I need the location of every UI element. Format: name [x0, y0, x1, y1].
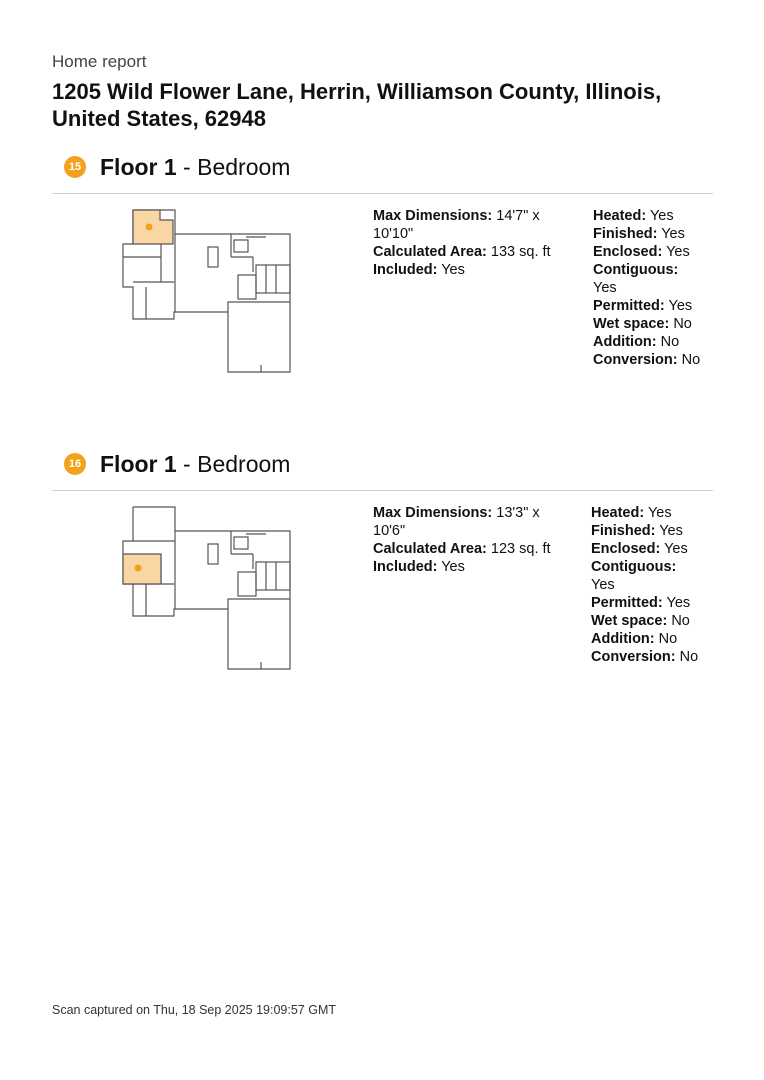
calculated-area — [373, 540, 563, 558]
max-dimensions-label: Max Dimensions: — [373, 208, 493, 224]
room-marker — [146, 224, 153, 231]
section-divider — [52, 193, 713, 194]
room-type: Bedroom — [197, 153, 291, 180]
max-dimensions-value: 14'7" x — [492, 208, 540, 224]
enclosed-value: Yes — [662, 244, 690, 260]
max-dimensions — [373, 207, 563, 225]
contiguous-value: Yes — [593, 280, 617, 296]
section-divider — [52, 490, 713, 491]
property-address: 1205 Wild Flower Lane, Herrin, Williamson County, Illinois, United States, 62948 — [52, 79, 662, 131]
room-header — [64, 449, 290, 479]
highlighted-room — [123, 554, 161, 584]
floor-label: Floor 1 — [100, 450, 177, 477]
permitted-label: Permitted: — [593, 298, 665, 314]
calculated-area — [373, 243, 563, 261]
wet-space-label: Wet space: — [591, 613, 668, 629]
room-number-badge: 15 — [64, 156, 86, 178]
addition-label: Addition: — [593, 334, 657, 350]
permitted-value: Yes — [662, 595, 691, 611]
title-separator: - — [176, 450, 198, 477]
max-dimensions — [373, 504, 563, 522]
max-dimensions-label: Max Dimensions: — [373, 505, 493, 521]
conversion — [593, 351, 713, 369]
enclosed — [591, 540, 711, 558]
wet-space-label: Wet space: — [593, 316, 670, 332]
included — [373, 261, 563, 279]
title-separator: - — [176, 153, 198, 180]
contiguous-label: Contiguous: — [591, 559, 677, 575]
permitted — [591, 594, 711, 612]
included-value: Yes — [437, 262, 465, 278]
contiguous-label: Contiguous: — [593, 262, 679, 278]
permitted — [593, 297, 713, 315]
floor-plan-thumbnail — [116, 504, 296, 674]
conversion — [591, 648, 711, 666]
included — [373, 558, 563, 576]
enclosed-label: Enclosed: — [591, 541, 661, 557]
conversion-value: No — [677, 352, 701, 368]
room-title — [100, 451, 290, 478]
permitted-label: Permitted: — [591, 595, 663, 611]
conversion-label: Conversion: — [593, 352, 678, 368]
room-specs — [373, 207, 563, 279]
addition — [591, 630, 711, 648]
room-attributes — [591, 504, 711, 666]
heated — [591, 504, 711, 522]
report-eyebrow: Home report — [52, 52, 147, 71]
max-dimensions-cont: 10'6" — [373, 523, 406, 539]
permitted-value: Yes — [664, 298, 693, 314]
wet-space — [593, 315, 713, 333]
heated-label: Heated: — [591, 505, 645, 521]
wet-space — [591, 612, 711, 630]
highlighted-room — [133, 210, 173, 244]
room-attributes — [593, 207, 713, 369]
calculated-area-value: 123 sq. ft — [486, 541, 551, 557]
room-marker — [135, 565, 142, 572]
heated-value: Yes — [644, 505, 672, 521]
room-title — [100, 154, 290, 181]
finished-label: Finished: — [591, 523, 656, 539]
addition-value: No — [654, 631, 678, 647]
heated — [593, 207, 713, 225]
room-specs — [373, 504, 563, 576]
floor-plan-thumbnail — [116, 207, 296, 377]
finished-value: Yes — [655, 523, 683, 539]
included-label: Included: — [373, 559, 438, 575]
finished — [593, 225, 713, 243]
enclosed-value: Yes — [660, 541, 688, 557]
finished-label: Finished: — [593, 226, 658, 242]
enclosed-label: Enclosed: — [593, 244, 663, 260]
heated-label: Heated: — [593, 208, 647, 224]
room-number-badge: 16 — [64, 453, 86, 475]
conversion-label: Conversion: — [591, 649, 676, 665]
max-dimensions-cont: 10'10" — [373, 226, 414, 242]
wet-space-value: No — [667, 613, 690, 629]
addition — [593, 333, 713, 351]
floor-label: Floor 1 — [100, 153, 177, 180]
room-header — [64, 152, 290, 182]
included-value: Yes — [437, 559, 465, 575]
included-label: Included: — [373, 262, 438, 278]
room-type: Bedroom — [197, 450, 291, 477]
finished — [591, 522, 711, 540]
addition-label: Addition: — [591, 631, 655, 647]
calculated-area-label: Calculated Area: — [373, 244, 487, 260]
max-dimensions-value: 13'3" x — [492, 505, 540, 521]
conversion-value: No — [675, 649, 699, 665]
finished-value: Yes — [657, 226, 685, 242]
scan-timestamp: Scan captured on Thu, 18 Sep 2025 19:09:57 GMT — [52, 1003, 336, 1017]
heated-value: Yes — [646, 208, 674, 224]
calculated-area-value: 133 sq. ft — [486, 244, 551, 260]
calculated-area-label: Calculated Area: — [373, 541, 487, 557]
contiguous-value: Yes — [591, 577, 615, 593]
enclosed — [593, 243, 713, 261]
addition-value: No — [656, 334, 680, 350]
wet-space-value: No — [669, 316, 692, 332]
